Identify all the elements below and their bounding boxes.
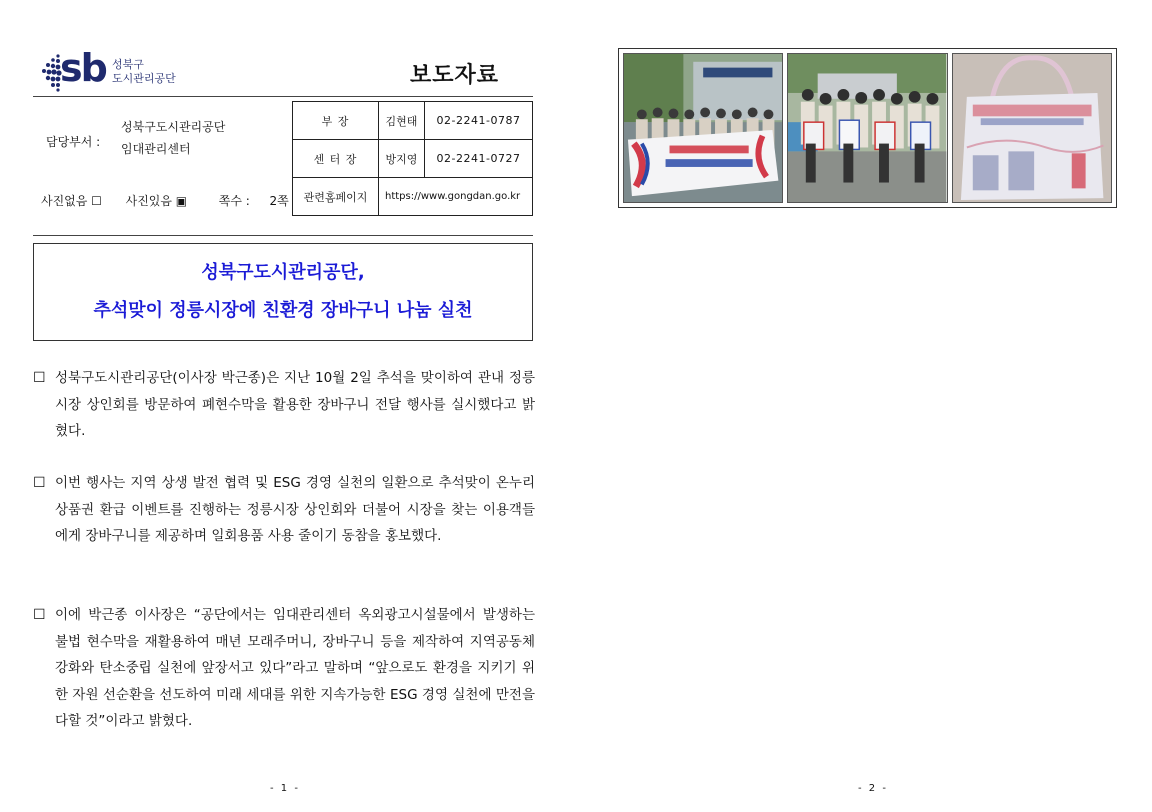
photo-image — [624, 54, 782, 202]
bullet-box-icon: ☐ — [33, 370, 46, 386]
contact-name: 방지영 — [379, 140, 425, 178]
headline-box — [33, 243, 533, 341]
logo-org-name: 성북구 도시관리공단 — [112, 58, 176, 85]
photo-info — [41, 192, 289, 209]
has-photo-checkbox: 사진있음 ▣ — [125, 194, 188, 208]
table-row — [293, 140, 533, 178]
logo-mark: sb — [60, 46, 106, 90]
contact-name: 김현태 — [379, 102, 425, 140]
table-row — [293, 178, 533, 216]
bullet-box-icon: ☐ — [33, 607, 46, 623]
photo-image — [953, 54, 1111, 202]
document-type-title: 보도자료 — [410, 63, 500, 88]
paragraph-2 — [33, 470, 535, 550]
homepage-label: 관련홈페이지 — [293, 178, 379, 216]
section-divider — [33, 235, 533, 236]
paragraph-text: 성북구도시관리공단(이사장 박근종)은 지난 10월 2일 추석을 맞이하여 관내 정릉시장 상인회를 방문하여 폐현수막을 활용한 장바구니 전달 행사를 실시했다고 밝혔다. — [55, 370, 535, 439]
photo-banner-group — [623, 53, 783, 203]
photo-bag-closeup — [952, 53, 1112, 203]
table-row — [293, 102, 533, 140]
page-number-2: - 2 - — [858, 783, 888, 794]
paragraph-text: 이에 박근종 이사장은 “공단에서는 임대관리센터 옥외광고시설물에서 발생하는 불법 현수막을 재활용하여 매년 모래주머니, 장바구니 등을 제작하여 지역공동체 강화와 탄소중립 실천에 앞장서고 있다”라고 말하며 “앞으로도 환경을 지키기 위한 자원 선순환을 선도하여 미래 세대를 위한 지속가능한 ESG 경영 실천에 만전을 다할 것”이라고 밝혔다. — [55, 607, 535, 729]
page-number-1: - 1 - — [270, 783, 300, 794]
photo-strip — [618, 48, 1117, 208]
bullet-box-icon: ☐ — [33, 475, 46, 491]
paragraph-text: 이번 행사는 지역 상생 발전 협력 및 ESG 경영 실천의 일환으로 추석맞이 온누리상품권 환급 이벤트를 진행하는 정릉시장 상인회와 더불어 시장을 찾는 이용객들에게 장바구니를 제공하며 일회용품 사용 줄이기 동참을 홍보했다. — [55, 475, 535, 544]
headline-line-1: 성북구도시관리공단, — [201, 262, 365, 283]
no-photo-checkbox: 사진없음 ☐ — [41, 194, 102, 208]
organization-logo — [38, 46, 178, 92]
photo-people-bags — [787, 53, 947, 203]
pages-value: 2쪽 — [269, 194, 289, 208]
contact-role: 부 장 — [293, 102, 379, 140]
contact-phone: 02-2241-0787 — [425, 102, 533, 140]
paragraph-3 — [33, 602, 535, 735]
contact-table — [292, 101, 533, 216]
photo-image — [788, 54, 946, 202]
header-divider — [33, 96, 533, 97]
homepage-link[interactable]: https://www.gongdan.go.kr — [379, 178, 533, 216]
contact-role: 센 터 장 — [293, 140, 379, 178]
department-label: 담당부서 : — [46, 135, 101, 149]
contact-phone: 02-2241-0727 — [425, 140, 533, 178]
paragraph-1 — [33, 365, 535, 445]
department-name: 성북구도시관리공단 임대관리센터 — [121, 120, 226, 156]
pages-label: 쪽수 : — [218, 194, 250, 208]
headline-line-2: 추석맞이 정릉시장에 친환경 장바구니 나눔 실천 — [93, 300, 473, 321]
